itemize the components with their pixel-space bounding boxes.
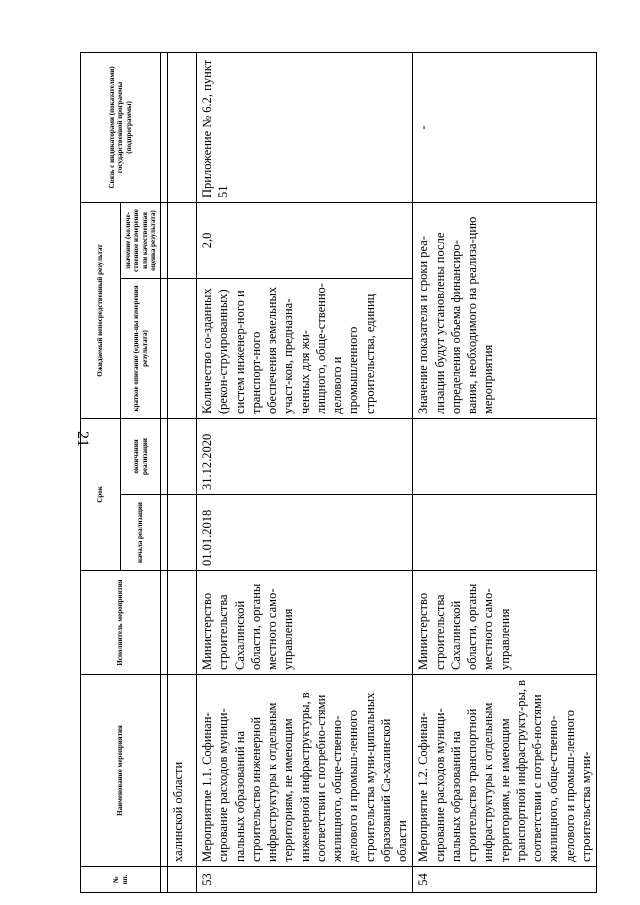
- row-start: [413, 495, 597, 571]
- row-short-desc: Значение показателя и сроки реа-лизации будут установлены после определения объема финансиро-вания, необходимого на реализа-цию мероприятия: [413, 202, 597, 418]
- row-end: 31.12.2020: [197, 418, 413, 494]
- continuation-name: халинской области: [168, 675, 197, 867]
- header-executor: Исполнитель мероприятия: [81, 571, 161, 675]
- row-executor: Министерство строительства Сахалинской области, органы местного само-управления: [413, 571, 597, 675]
- row-short-desc: Количество со-зданных (рекон-струированных) систем инженер-ного и транспорт-ного обеспечения земельных участ-ков, предназна-ченных для жи-лищного, обще-ственно-делового и промышленного строительства, единиц: [197, 278, 413, 418]
- row-executor: Министерство строительства Сахалинской области, органы местного само-управления: [197, 571, 413, 675]
- row-num: 54: [413, 867, 597, 893]
- column-number-row: [161, 52, 168, 892]
- page-number: 21: [74, 431, 91, 447]
- header-name: Наименование мероприятия: [81, 675, 161, 867]
- header-expected: Ожидаемый непосредственный результат: [81, 202, 121, 418]
- header-value: значение (количе-ственное измерение или качественная оценка результата): [121, 202, 161, 278]
- row-link: -: [413, 52, 597, 202]
- row-name: Мероприятие 1.1. Софинан-сирование расходов муници-пальных образований на строительство инженерной инфраструктуры к отдельным территориям, не имеющим инженерной инфраструктуры, в соответствии с потребно-стями жилищного, обще-ственно-делового и промыш-ленного строительства муни-ципальных образований Са-халинской области: [197, 675, 413, 867]
- header-link: Связь с индикаторами (показателями) государственной программы (подпрограммы): [81, 52, 161, 202]
- row-name: Мероприятие 1.2. Софинан-сирование расходов муници-пальных образований на строительство транспортной инфраструктуры к отдельным территориям, не имеющим транспортной инфраструкту-ры, в соответствии с потреб-ностями жилищного, обще-ственно-делового и промыш-ленного строительства муни-: [413, 675, 597, 867]
- header-start: начала реализации: [121, 495, 161, 571]
- header-period: Срок: [81, 418, 121, 570]
- measures-table: [80, 52, 597, 893]
- row-end: [413, 418, 597, 494]
- row-num: 53: [197, 867, 413, 893]
- continuation-row: [168, 52, 197, 892]
- header-end: окончания реализации: [121, 418, 161, 494]
- row-link: Приложение № 6.2, пункт 51: [197, 52, 413, 202]
- header-num: № пп.: [81, 867, 161, 893]
- rotated-table-container: [80, 53, 593, 893]
- table-row: [413, 52, 597, 892]
- row-start: 01.01.2018: [197, 495, 413, 571]
- row-value: 2,0: [197, 202, 413, 278]
- table-row: [197, 52, 413, 892]
- header-short-desc: краткое описание (едини-цы измерения результата): [121, 278, 161, 418]
